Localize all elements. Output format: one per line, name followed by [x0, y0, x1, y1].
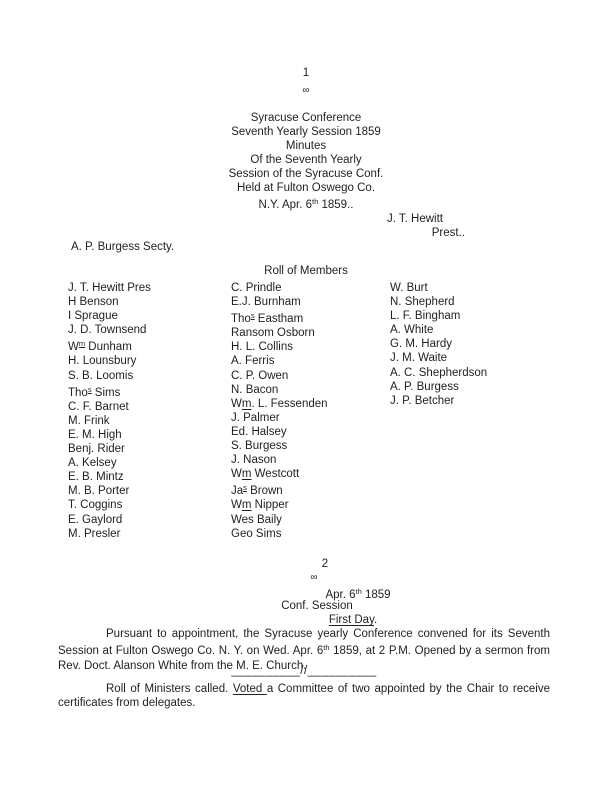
text-segment: Apr. 6	[325, 589, 356, 601]
text-segment: Eastham	[254, 313, 304, 326]
title-line: Seventh Yearly Session 1859	[231, 126, 381, 138]
roll-member: A. White	[390, 324, 434, 337]
text-segment: m	[241, 468, 252, 481]
text-segment: Tho	[231, 313, 251, 326]
roll-member: C. F. Barnet	[68, 400, 129, 413]
secretary-signature: A. P. Burgess Secty.	[71, 241, 175, 253]
roll-member: E. Gaylord	[68, 513, 123, 526]
page-1-number: 1	[302, 67, 310, 79]
roll-member: J. M. Waite	[390, 352, 448, 365]
text-segment: W	[231, 499, 242, 512]
text-segment: th	[323, 643, 330, 653]
roll-member: Ed. Halsey	[231, 425, 287, 438]
text-segment: m	[78, 339, 86, 349]
roll-member: Benj. Rider	[68, 443, 125, 456]
text-segment: W	[68, 341, 79, 354]
roll-member: Ransom Osborn	[231, 327, 315, 340]
roll-column-1	[68, 281, 151, 541]
text-segment: Sims	[91, 386, 121, 399]
roll-member: S. B. Loomis	[68, 369, 134, 382]
president-signature: J. T. Hewitt	[386, 213, 443, 225]
roll-member: E. M. High	[68, 428, 122, 441]
text-segment: 1859	[361, 589, 391, 601]
roll-member: H Benson	[68, 296, 119, 309]
text-segment: s	[87, 384, 92, 394]
text-segment: th	[312, 197, 319, 206]
roll-member: E. B. Mintz	[68, 471, 124, 484]
page-2-number: 2	[321, 558, 329, 570]
text-segment: Voted	[232, 683, 267, 695]
text-segment: . L. Fessenden	[251, 397, 328, 410]
roll-member: C. Prindle	[231, 282, 282, 294]
title-block	[0, 111, 612, 212]
title-line: Minutes	[285, 140, 327, 152]
roll-member	[231, 309, 328, 326]
text-segment: .	[373, 614, 378, 626]
conf-session-line: Conf. Session	[281, 600, 353, 612]
text-segment: s	[250, 311, 255, 321]
roll-member: N. Shepherd	[390, 296, 455, 309]
title-line: Session of the Syracuse Conf.	[228, 168, 384, 180]
text-segment: Westcott	[251, 468, 300, 481]
text-segment: Roll of Ministers called.	[106, 683, 233, 695]
roll-member: A. Ferris	[231, 355, 275, 368]
roll-member	[68, 383, 151, 400]
text-segment: 1859, at 2 P.M. Opened by a sermon from Rev. Doct. Alanson White from the M. E. Church.	[58, 645, 550, 672]
roll-member: G. M. Hardy	[390, 338, 452, 351]
roll-member: M. Presler	[68, 527, 121, 540]
text-segment: th	[355, 587, 362, 596]
text-segment: 1859..	[318, 199, 354, 211]
roll-member: S. Burgess	[231, 440, 288, 453]
roll-member: H. Lounsbury	[68, 355, 137, 368]
roll-member	[231, 481, 328, 498]
roll-member: M. Frink	[68, 414, 110, 427]
roll-member: J. Nason	[231, 454, 277, 467]
text-segment: N.Y. Apr. 6	[258, 199, 313, 211]
roll-member: C. P. Owen	[231, 369, 289, 382]
roll-member: J. T. Hewitt Pres	[68, 282, 151, 294]
roll-member	[231, 498, 328, 512]
text-segment: Brown	[246, 485, 283, 498]
ornament-glyph: ∞	[310, 572, 318, 583]
roll-member: I Sprague	[68, 310, 118, 323]
roll-member: Wes Baily	[231, 513, 282, 526]
text-segment: Nipper	[251, 499, 289, 512]
text-segment: s	[243, 483, 247, 493]
roll-call-paragraph	[58, 682, 550, 711]
roll-member: E.J. Burnham	[231, 296, 301, 309]
roll-of-members-columns	[0, 281, 612, 543]
president-title: Prest..	[431, 227, 465, 239]
roll-column-3	[390, 281, 487, 408]
first-day-heading	[0, 613, 612, 627]
section-divider: __________//__________	[231, 665, 377, 677]
text-segment: Dunham	[85, 341, 132, 354]
roll-member: T. Coggins	[68, 499, 123, 512]
roll-column-2	[231, 281, 328, 541]
roll-member: L. F. Bingham	[390, 310, 461, 323]
title-line: Held at Fulton Oswego Co.	[236, 182, 376, 194]
text-segment: W	[231, 468, 242, 481]
roll-member: A. P. Burgess	[390, 380, 459, 393]
roll-of-members-title: Roll of Members	[264, 265, 348, 277]
roll-member	[231, 397, 328, 411]
roll-member: J. D. Townsend	[68, 324, 147, 337]
title-line	[0, 195, 612, 212]
roll-member	[68, 337, 151, 354]
title-line: Syracuse Conference	[250, 112, 362, 124]
roll-member: A. C. Shepherdson	[390, 366, 488, 379]
roll-member: N. Bacon	[231, 383, 279, 396]
text-segment: W	[231, 397, 242, 410]
ornament-glyph: ∞	[302, 85, 310, 96]
text-segment: a Committee of two appointed by the Chair to receive certificates from delegates.	[58, 683, 550, 710]
text-segment: Tho	[68, 386, 88, 399]
text-segment: Pursuant to appointment, the Syracuse yearly Conference convened for its Seventh Session at Fulton Oswego Co. N. Y. on Wed. Apr. 6	[58, 628, 550, 658]
roll-member: A. Kelsey	[68, 457, 117, 470]
roll-member: M. B. Porter	[68, 485, 130, 498]
roll-member: J. Palmer	[231, 411, 280, 424]
text-segment: m	[241, 499, 252, 512]
roll-member	[231, 467, 328, 481]
text-segment: Ja	[231, 485, 244, 498]
text-segment: First Day	[328, 614, 374, 626]
roll-member: J. P. Betcher	[390, 394, 455, 407]
text-segment: m	[241, 397, 252, 410]
roll-member: H. L. Collins	[231, 341, 293, 354]
title-line: Of the Seventh Yearly	[250, 154, 362, 166]
roll-member: Geo Sims	[231, 527, 282, 540]
roll-member: W. Burt	[390, 282, 428, 294]
